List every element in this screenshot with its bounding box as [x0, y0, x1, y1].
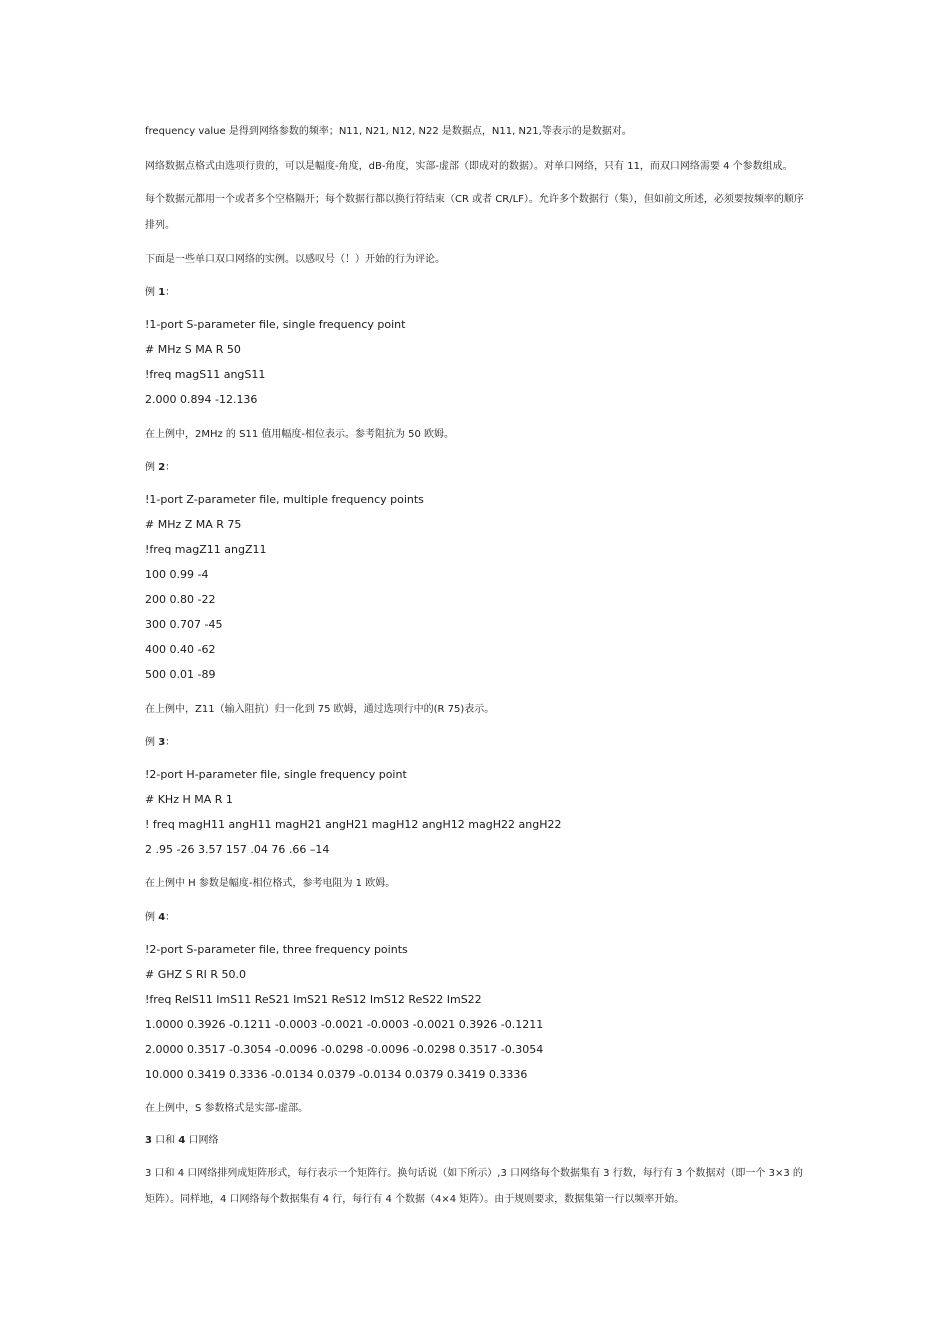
example-1-heading	[145, 286, 175, 300]
example-2-line-4: 100 0.99 -4	[145, 568, 209, 581]
section-heading-num-4: 4	[178, 1135, 186, 1146]
example-3-suffix: ：	[165, 737, 176, 748]
paragraph-frequency-value: frequency value 是得到网络参数的频率；N11, N21, N12, N22 是数据点，N11, N21,等表示的是数据对。	[145, 126, 632, 137]
example-3-line-4: 2 .95 -26 3.57 157 .04 76 .66 –14	[145, 843, 330, 856]
example-2-line-7: 400 0.40 -62	[145, 643, 216, 656]
example-1-prefix: 例	[145, 287, 159, 298]
example-3-line-1: !2-port H-parameter file, single frequency point	[145, 768, 407, 781]
example-4-line-1: !2-port S-parameter file, three frequency points	[145, 943, 408, 956]
paragraph-separators: 每个数据元都用一个或者多个空格隔开；每个数据行都以换行符结束（CR 或者 CR/LF）。允许多个数据行（集），但如前文所述，必须要按频率的顺序排列。	[145, 194, 804, 231]
example-2-line-6: 300 0.707 -45	[145, 618, 223, 631]
example-2-number: 2	[158, 462, 166, 473]
example-4-prefix: 例	[145, 912, 159, 923]
example-3-prefix: 例	[145, 737, 159, 748]
example-2-line-1: !1-port Z-parameter file, multiple frequency points	[145, 493, 424, 506]
example-2-suffix: ：	[165, 462, 176, 473]
example-4-line-6: 10.000 0.3419 0.3336 -0.0134 0.0379 -0.0134 0.0379 0.3419 0.3336	[145, 1068, 528, 1081]
example-2-prefix: 例	[145, 462, 159, 473]
example-1-note: 在上例中，2MHz 的 S11 值用幅度-相位表示。参考阻抗为 50 欧姆。	[145, 429, 455, 440]
example-1-line-1: !1-port S-parameter file, single frequency point	[145, 318, 406, 331]
example-4-number: 4	[158, 912, 166, 923]
example-2-heading	[145, 461, 175, 475]
example-3-number: 3	[158, 737, 166, 748]
example-2-line-8: 500 0.01 -89	[145, 668, 216, 681]
example-2-line-5: 200 0.80 -22	[145, 593, 216, 606]
example-1-line-3: !freq magS11 angS11	[145, 368, 266, 381]
example-4-line-5: 2.0000 0.3517 -0.3054 -0.0096 -0.0298 -0.0096 -0.0298 0.3517 -0.3054	[145, 1043, 544, 1056]
example-1-number: 1	[158, 287, 166, 298]
example-3-line-3: ! freq magH11 angH11 magH21 angH21 magH12 angH12 magH22 angH22	[145, 818, 562, 831]
example-4-line-4: 1.0000 0.3926 -0.1211 -0.0003 -0.0021 -0.0003 -0.0021 0.3926 -0.1211	[145, 1018, 544, 1031]
section-heading-suffix: 口网络	[185, 1135, 219, 1146]
example-2-note: 在上例中，Z11（输入阻抗）归一化到 75 欧姆，通过选项行中的(R 75)表示。	[145, 704, 495, 715]
example-2-line-3: !freq magZ11 angZ11	[145, 543, 267, 556]
example-2-line-2: # MHz Z MA R 75	[145, 518, 242, 531]
example-4-note: 在上例中，S 参数格式是实部-虚部。	[145, 1103, 309, 1114]
section-heading-num-3: 3	[145, 1135, 152, 1146]
example-1-line-2: # MHz S MA R 50	[145, 343, 241, 356]
example-4-suffix: ：	[165, 912, 176, 923]
section-3-4-port-body: 3 口和 4 口网络排列成矩阵形式，每行表示一个矩阵行。换句话说（如下所示）,3 口网络每个数据集有 3 行数，每行有 3 个数据对（即一个 3×3 的矩阵）。同样地，4 口网络每个数据集有 4 行，每行有 4 个数据（4×4 矩阵）。由于规则要求，数据集第一行以频率开始。	[145, 1168, 803, 1205]
example-1-suffix: ：	[165, 287, 176, 298]
example-3-line-2: # KHz H MA R 1	[145, 793, 233, 806]
example-4-line-2: # GHZ S RI R 50.0	[145, 968, 247, 981]
paragraph-data-format: 网络数据点格式由选项行贵的，可以是幅度-角度，dB-角度，实部-虚部（即成对的数据）。对单口网络，只有 11，而双口网络需要 4 个参数组成。	[145, 161, 793, 172]
example-4-heading	[145, 911, 175, 925]
example-3-note: 在上例中 H 参数是幅度-相位格式，参考电阻为 1 欧姆。	[145, 878, 396, 889]
example-4-line-3: !freq RelS11 ImS11 ReS21 ImS21 ReS12 ImS12 ReS22 ImS22	[145, 993, 482, 1006]
paragraph-examples-intro: 下面是一些单口双口网络的实例。以感叹号（！）开始的行为评论。	[145, 254, 445, 265]
section-3-4-port-heading	[145, 1134, 218, 1148]
example-1-line-4: 2.000 0.894 -12.136	[145, 393, 258, 406]
section-heading-mid: 口和	[151, 1135, 179, 1146]
example-3-heading	[145, 736, 175, 750]
